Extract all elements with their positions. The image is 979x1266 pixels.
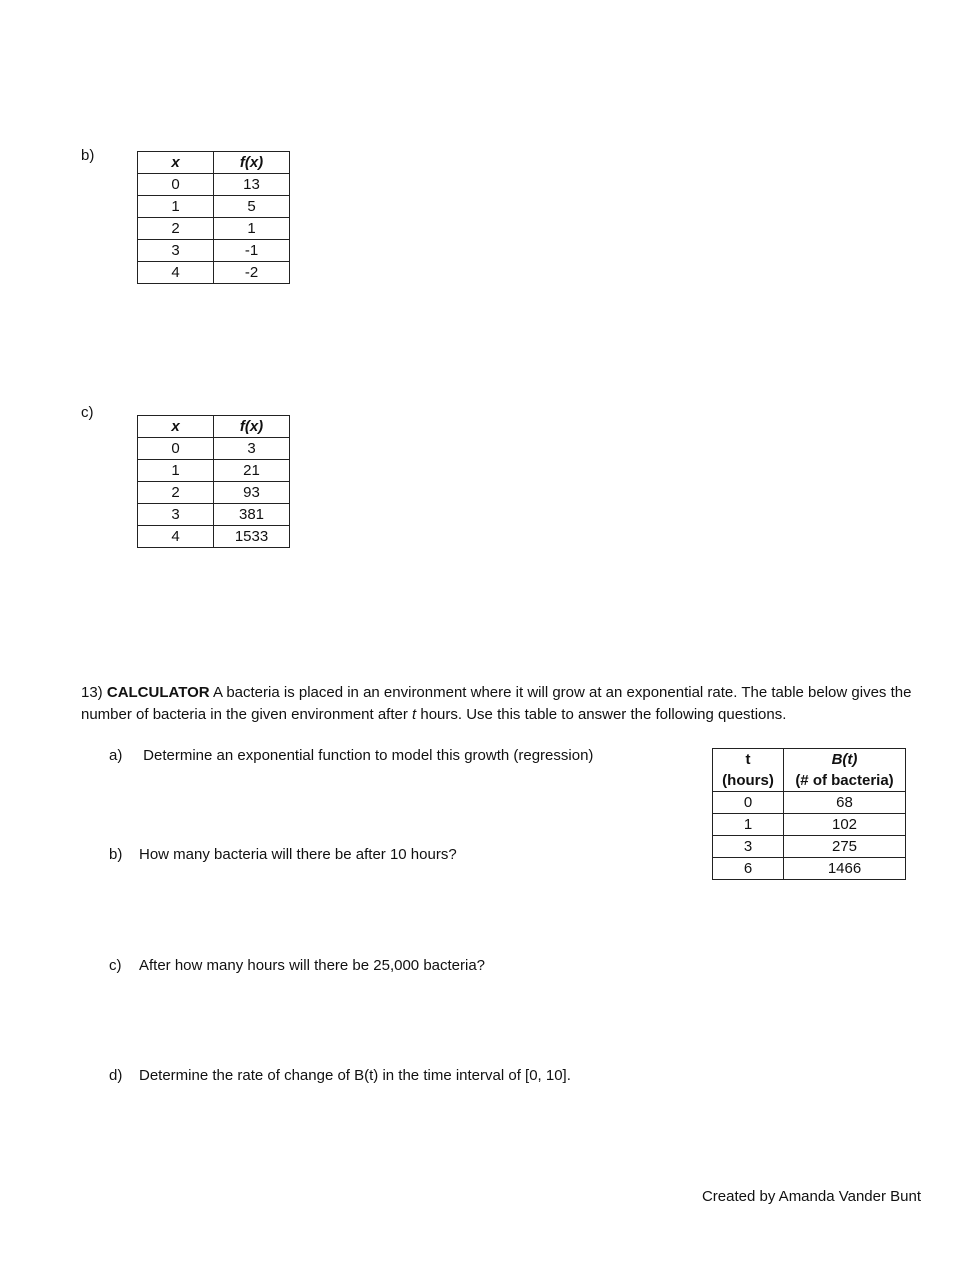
cell-fx: 1	[214, 218, 290, 240]
part-b-table	[137, 151, 290, 284]
variable-t: t	[412, 706, 417, 723]
author-credit: Created by Amanda Vander Bunt	[701, 1188, 921, 1205]
cell-bt: 275	[784, 836, 906, 858]
statement-text-1: A bacteria is placed in an environment where it will grow at an exponential rate. The table below gives the number of bacteria in the given environment after	[81, 684, 912, 723]
table-header-row	[138, 152, 290, 174]
question-label: d)	[109, 1067, 123, 1084]
cell-x: 3	[138, 504, 214, 526]
table-row	[713, 858, 906, 880]
cell-x: 2	[138, 218, 214, 240]
cell-fx: 93	[214, 482, 290, 504]
header-hours: (hours)	[713, 770, 784, 792]
table-row	[138, 174, 290, 196]
cell-x: 4	[138, 262, 214, 284]
table-row	[138, 482, 290, 504]
cell-t: 6	[713, 858, 784, 880]
table-row	[138, 438, 290, 460]
cell-x: 1	[138, 196, 214, 218]
table-row	[713, 814, 906, 836]
cell-t: 1	[713, 814, 784, 836]
problem-13-statement	[81, 682, 941, 726]
question-label: a)	[109, 747, 123, 764]
question-text: Determine an exponential function to model this growth (regression)	[139, 747, 594, 764]
table-row	[138, 218, 290, 240]
calculator-tag: CALCULATOR	[106, 684, 210, 701]
table-header-row	[138, 416, 290, 438]
cell-x: 1	[138, 460, 214, 482]
cell-x: 3	[138, 240, 214, 262]
cell-t: 3	[713, 836, 784, 858]
cell-fx: 5	[214, 196, 290, 218]
table-row	[713, 836, 906, 858]
header-x: x	[138, 152, 214, 174]
cell-fx: 13	[214, 174, 290, 196]
cell-fx: -2	[214, 262, 290, 284]
header-t: t	[713, 749, 784, 771]
table-row	[138, 460, 290, 482]
cell-fx: 381	[214, 504, 290, 526]
cell-bt: 1466	[784, 858, 906, 880]
cell-bt: 68	[784, 792, 906, 814]
question-text: After how many hours will there be 25,000 bacteria?	[139, 957, 486, 974]
cell-x: 2	[138, 482, 214, 504]
table-header-row	[713, 749, 906, 771]
question-d	[109, 1067, 571, 1084]
question-text: How many bacteria will there be after 10 hours?	[139, 846, 457, 863]
question-text: Determine the rate of change of B(t) in the time interval of [0, 10].	[139, 1067, 571, 1084]
header-fx: f(x)	[214, 416, 290, 438]
question-a	[109, 747, 593, 764]
cell-fx: 3	[214, 438, 290, 460]
question-label: b)	[109, 846, 123, 863]
header-x: x	[138, 416, 214, 438]
cell-fx: -1	[214, 240, 290, 262]
header-fx: f(x)	[214, 152, 290, 174]
header-num-bacteria: (# of bacteria)	[784, 770, 906, 792]
table-row	[138, 526, 290, 548]
question-b	[109, 846, 457, 863]
cell-fx: 1533	[214, 526, 290, 548]
cell-x: 0	[138, 438, 214, 460]
problem-number: 13)	[81, 684, 103, 701]
cell-fx: 21	[214, 460, 290, 482]
table-row	[138, 196, 290, 218]
cell-bt: 102	[784, 814, 906, 836]
table-row	[138, 504, 290, 526]
table-header-row-2	[713, 770, 906, 792]
part-c-label: c)	[81, 404, 94, 421]
question-c	[109, 957, 485, 974]
header-bt: B(t)	[784, 749, 906, 771]
cell-t: 0	[713, 792, 784, 814]
table-row	[713, 792, 906, 814]
table-row	[138, 240, 290, 262]
statement-text-2: hours. Use this table to answer the following questions.	[416, 706, 787, 723]
cell-x: 4	[138, 526, 214, 548]
table-row	[138, 262, 290, 284]
part-c-table	[137, 415, 290, 548]
cell-x: 0	[138, 174, 214, 196]
question-label: c)	[109, 957, 122, 974]
part-b-label: b)	[81, 147, 95, 164]
bacteria-table	[712, 748, 906, 880]
